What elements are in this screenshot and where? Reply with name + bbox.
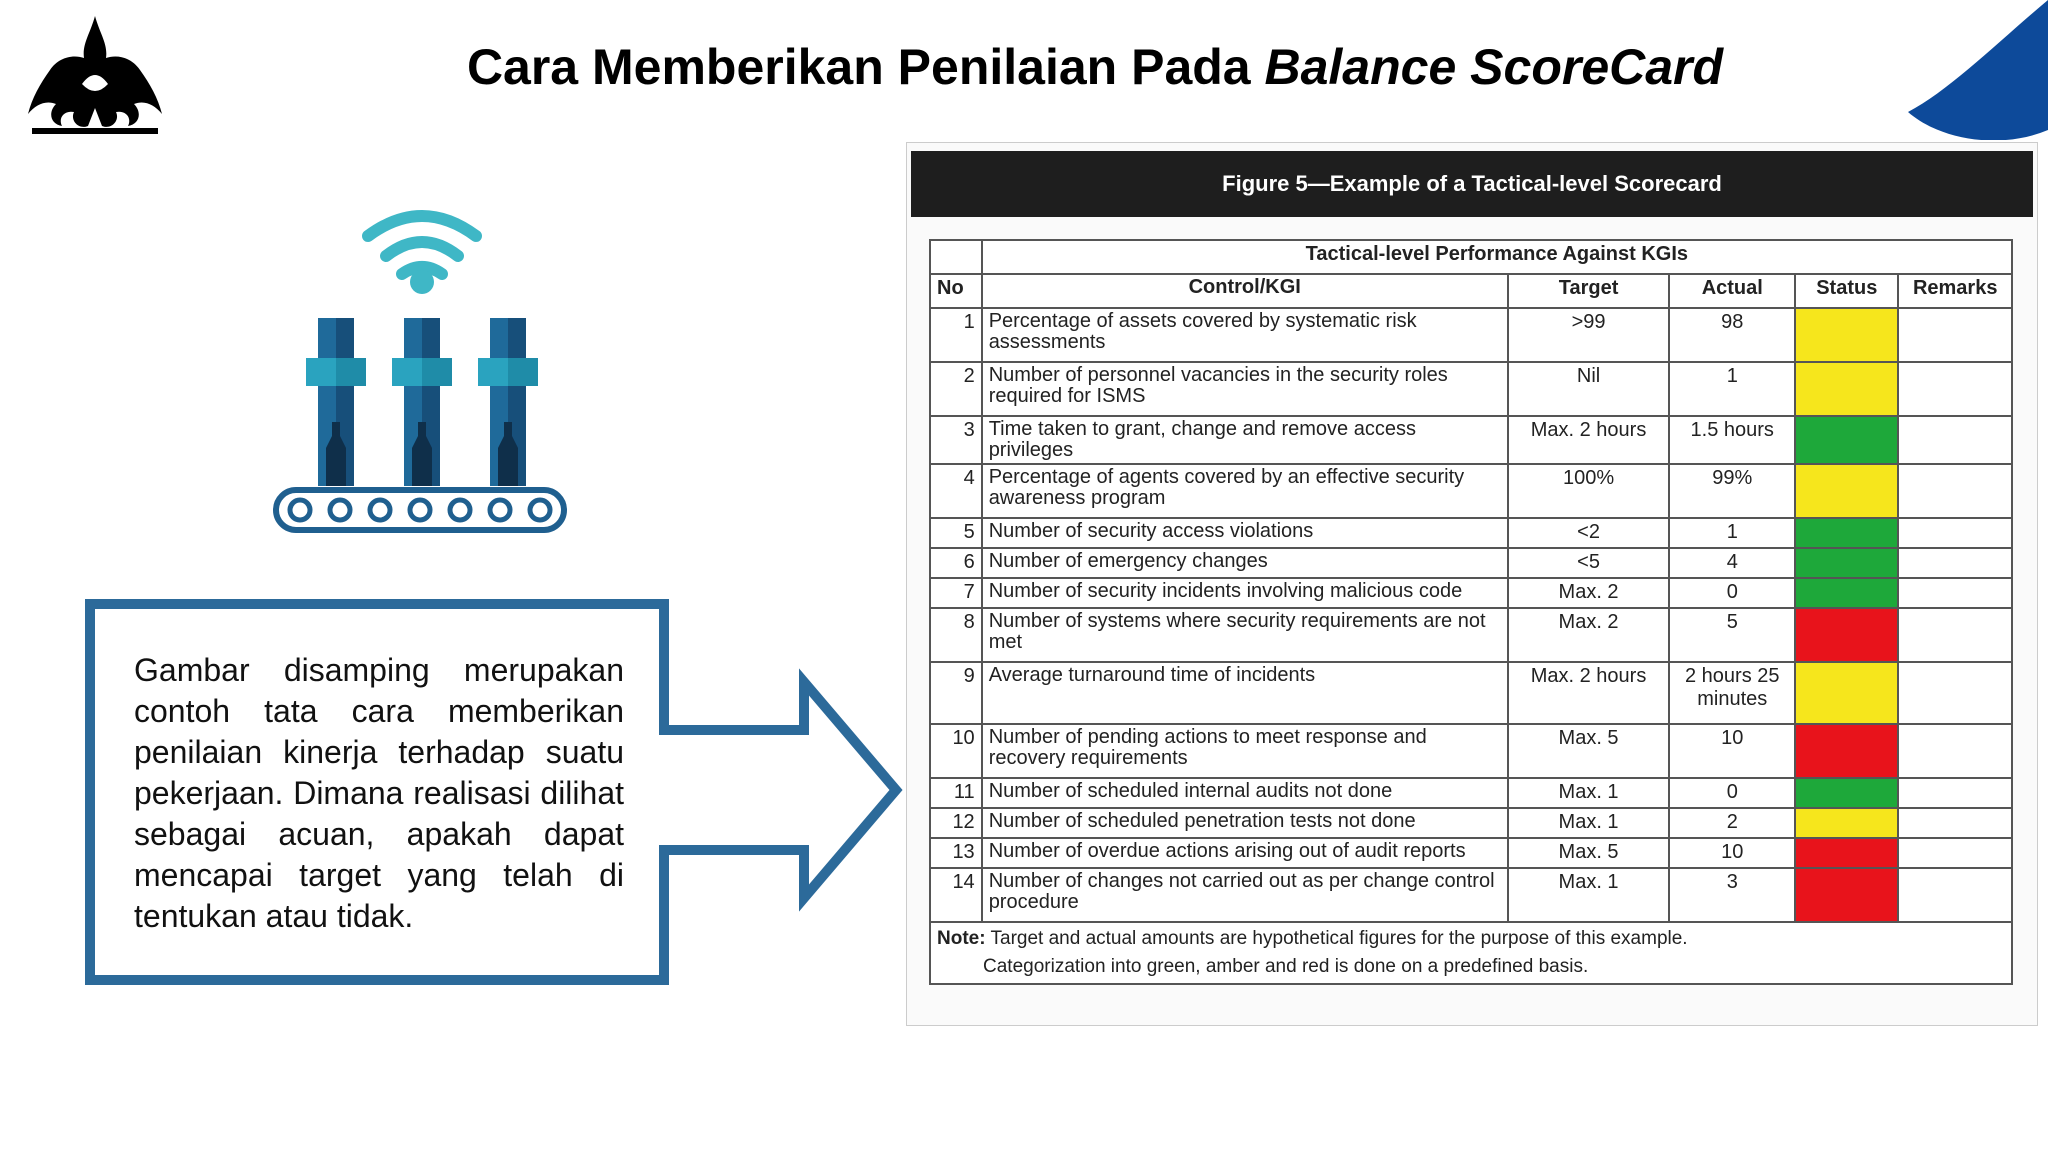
page-title <box>300 38 1890 96</box>
cell-target: Max. 2 hours <box>1508 416 1670 464</box>
cell-remarks <box>1898 608 2012 662</box>
col-target: Target <box>1508 274 1670 308</box>
cell-target: Max. 1 <box>1508 778 1670 808</box>
table-row <box>930 578 2012 608</box>
table-row <box>930 662 2012 724</box>
cell-remarks <box>1898 464 2012 518</box>
cell-status-amber <box>1795 808 1898 838</box>
cell-status-red <box>1795 838 1898 868</box>
cell-actual: 2 hours 25 minutes <box>1669 662 1795 724</box>
cell-actual: 4 <box>1669 548 1795 578</box>
cell-actual: 1.5 hours <box>1669 416 1795 464</box>
cell-status-amber <box>1795 662 1898 724</box>
cell-status-green <box>1795 778 1898 808</box>
table-row <box>930 548 2012 578</box>
cell-status-green <box>1795 416 1898 464</box>
cell-control: Number of security incidents involving malicious code <box>982 578 1508 608</box>
cell-remarks <box>1898 518 2012 548</box>
cell-no: 4 <box>930 464 982 518</box>
cell-control: Number of emergency changes <box>982 548 1508 578</box>
cell-control: Number of personnel vacancies in the security roles required for ISMS <box>982 362 1508 416</box>
table-row <box>930 608 2012 662</box>
cell-remarks <box>1898 838 2012 868</box>
cell-actual: 2 <box>1669 808 1795 838</box>
cell-remarks <box>1898 778 2012 808</box>
cell-control: Percentage of assets covered by systematic risk assessments <box>982 308 1508 362</box>
col-control: Control/KGI <box>982 274 1508 308</box>
cell-control: Average turnaround time of incidents <box>982 662 1508 724</box>
cell-no: 12 <box>930 808 982 838</box>
cell-target: Max. 2 <box>1508 608 1670 662</box>
cell-status-green <box>1795 518 1898 548</box>
cell-target: Nil <box>1508 362 1670 416</box>
bottle-production-line-icon <box>270 200 570 540</box>
cell-remarks <box>1898 578 2012 608</box>
cell-no: 10 <box>930 724 982 778</box>
cell-control: Number of overdue actions arising out of audit reports <box>982 838 1508 868</box>
cell-actual: 1 <box>1669 518 1795 548</box>
cell-status-red <box>1795 608 1898 662</box>
cell-target: Max. 1 <box>1508 868 1670 922</box>
cell-target: Max. 5 <box>1508 724 1670 778</box>
cell-remarks <box>1898 416 2012 464</box>
cell-target: 100% <box>1508 464 1670 518</box>
cell-control: Number of changes not carried out as per change control procedure <box>982 868 1508 922</box>
cell-status-green <box>1795 548 1898 578</box>
table-row <box>930 778 2012 808</box>
table-row <box>930 808 2012 838</box>
cell-no: 2 <box>930 362 982 416</box>
cell-no: 8 <box>930 608 982 662</box>
column-header-row <box>930 274 2012 308</box>
scorecard-table <box>929 239 2013 985</box>
cell-remarks <box>1898 362 2012 416</box>
cell-target: >99 <box>1508 308 1670 362</box>
col-remarks: Remarks <box>1898 274 2012 308</box>
cell-no: 9 <box>930 662 982 724</box>
cell-status-green <box>1795 578 1898 608</box>
cell-target: Max. 2 hours <box>1508 662 1670 724</box>
figure-caption: Figure 5—Example of a Tactical-level Scorecard <box>911 151 2033 217</box>
note-line-1: Target and actual amounts are hypothetical figures for the purpose of this example. <box>990 928 1688 949</box>
cell-target: Max. 5 <box>1508 838 1670 868</box>
cell-no: 5 <box>930 518 982 548</box>
title-italic: Balance ScoreCard <box>1264 39 1724 95</box>
cell-actual: 10 <box>1669 724 1795 778</box>
cell-actual: 99% <box>1669 464 1795 518</box>
cell-no: 14 <box>930 868 982 922</box>
cell-actual: 5 <box>1669 608 1795 662</box>
note-row <box>930 922 2012 984</box>
cell-no: 11 <box>930 778 982 808</box>
cell-no: 1 <box>930 308 982 362</box>
cell-actual: 0 <box>1669 778 1795 808</box>
table-row <box>930 724 2012 778</box>
university-emblem-icon <box>22 14 168 136</box>
title-plain: Cara Memberikan Penilaian Pada <box>466 39 1265 95</box>
note-line-2: Categorization into green, amber and red is done on a predefined basis. <box>983 956 1589 977</box>
cell-control: Time taken to grant, change and remove access privileges <box>982 416 1508 464</box>
cell-remarks <box>1898 808 2012 838</box>
cell-control: Number of pending actions to meet response and recovery requirements <box>982 724 1508 778</box>
note-label: Note: <box>937 928 986 949</box>
corner-decoration <box>1880 0 2048 140</box>
cell-remarks <box>1898 662 2012 724</box>
table-row <box>930 308 2012 362</box>
col-actual: Actual <box>1669 274 1795 308</box>
table-row <box>930 838 2012 868</box>
cell-remarks <box>1898 724 2012 778</box>
cell-actual: 10 <box>1669 838 1795 868</box>
group-header-row <box>930 240 2012 274</box>
cell-no: 3 <box>930 416 982 464</box>
callout-text: Gambar disamping merupakan contoh tata cara memberikan penilaian kinerja terhadap suatu pekerjaan. Dimana realisasi dilihat sebagai acuan, apakah dapat mencapai target yang telah di tentukan atau tidak. <box>134 652 624 934</box>
cell-target: Max. 1 <box>1508 808 1670 838</box>
col-status: Status <box>1795 274 1898 308</box>
cell-control: Number of systems where security requirements are not met <box>982 608 1508 662</box>
cell-control: Number of scheduled penetration tests not done <box>982 808 1508 838</box>
cell-status-amber <box>1795 464 1898 518</box>
table-row <box>930 464 2012 518</box>
cell-target: <2 <box>1508 518 1670 548</box>
cell-control: Number of scheduled internal audits not done <box>982 778 1508 808</box>
table-row <box>930 362 2012 416</box>
cell-status-red <box>1795 724 1898 778</box>
cell-remarks <box>1898 548 2012 578</box>
scorecard-body <box>930 308 2012 922</box>
cell-status-amber <box>1795 308 1898 362</box>
cell-target: Max. 2 <box>1508 578 1670 608</box>
cell-target: <5 <box>1508 548 1670 578</box>
cell-actual: 3 <box>1669 868 1795 922</box>
cell-status-amber <box>1795 362 1898 416</box>
table-row <box>930 518 2012 548</box>
cell-remarks <box>1898 308 2012 362</box>
col-no: No <box>930 274 982 308</box>
table-row <box>930 868 2012 922</box>
cell-control: Percentage of agents covered by an effective security awareness program <box>982 464 1508 518</box>
cell-actual: 0 <box>1669 578 1795 608</box>
cell-no: 7 <box>930 578 982 608</box>
group-header: Tactical-level Performance Against KGIs <box>982 240 2012 274</box>
cell-no: 13 <box>930 838 982 868</box>
scorecard-figure <box>906 142 2038 1026</box>
cell-remarks <box>1898 868 2012 922</box>
cell-status-red <box>1795 868 1898 922</box>
cell-actual: 98 <box>1669 308 1795 362</box>
cell-no: 6 <box>930 548 982 578</box>
cell-actual: 1 <box>1669 362 1795 416</box>
cell-control: Number of security access violations <box>982 518 1508 548</box>
table-row <box>930 416 2012 464</box>
